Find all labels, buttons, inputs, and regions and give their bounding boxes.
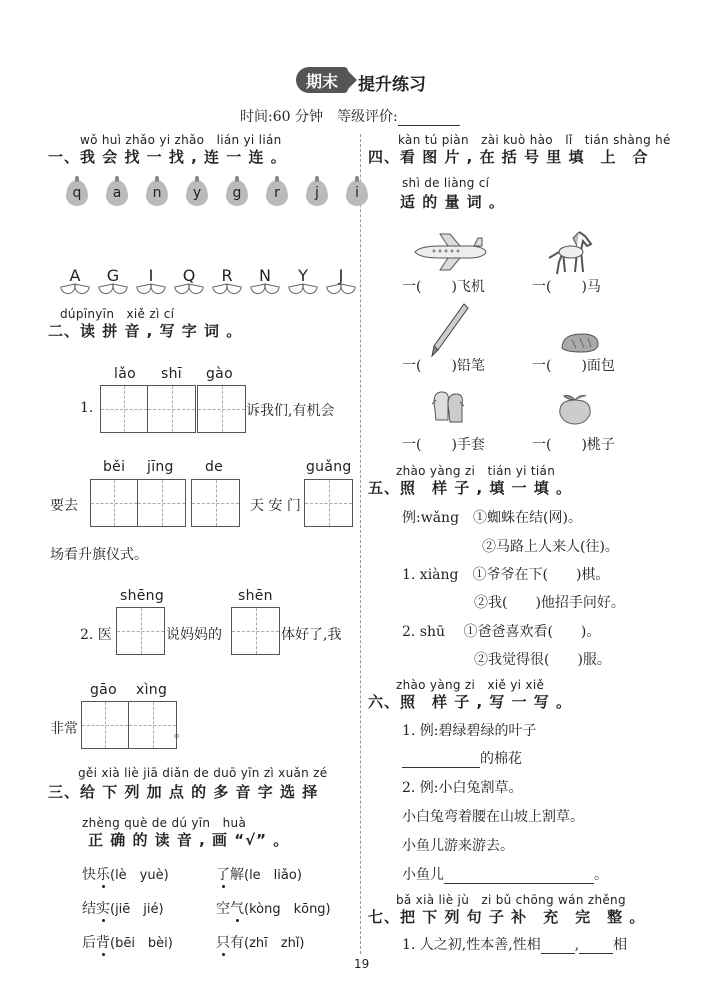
leaf-icon bbox=[289, 285, 317, 293]
s1-heading: 一、我 会 找 一 找 , 连 一 连 。 bbox=[48, 148, 287, 166]
seed-letter[interactable]: r bbox=[266, 180, 288, 206]
sentence-text: 非常 bbox=[50, 721, 78, 737]
pinyin-lao: lǎo bbox=[114, 366, 136, 382]
s7-heading: 七、把 下 列 句 子 补 充 完 整 。 bbox=[368, 908, 646, 926]
measure-word-blank[interactable]: 一( )飞机 bbox=[402, 279, 485, 295]
s4-pinyin2: shì de liàng cí bbox=[402, 176, 490, 190]
question-number: 1. bbox=[80, 400, 94, 416]
seed-letter[interactable]: y bbox=[186, 180, 208, 206]
seed-letter[interactable]: j bbox=[306, 180, 328, 206]
example-line: ②马路上人来人(往)。 bbox=[482, 539, 619, 555]
measure-word-blank[interactable]: 一( )马 bbox=[532, 279, 601, 295]
fill-line[interactable]: 1. xiàng ①爷爷在下( )棋。 bbox=[402, 567, 610, 583]
time-rating-line: 时间:60 分钟 等级评价: bbox=[240, 106, 460, 126]
polyphone-item[interactable]: 快乐(lè yuè) bbox=[82, 867, 169, 883]
seed-letter[interactable]: a bbox=[106, 180, 128, 206]
polyphone-item[interactable]: 空气(kòng kōng) bbox=[216, 901, 331, 917]
page-number: 19 bbox=[354, 957, 370, 971]
pinyin-gao: gào bbox=[206, 366, 233, 382]
leaf-icon bbox=[175, 285, 203, 293]
airplane-icon bbox=[410, 232, 490, 272]
writing-grid[interactable] bbox=[100, 385, 196, 433]
capital-letter[interactable]: R bbox=[221, 266, 233, 285]
seed-letter[interactable]: g bbox=[226, 180, 248, 206]
writing-grid[interactable] bbox=[231, 607, 280, 655]
section-badge: 期末 bbox=[296, 67, 348, 93]
s4-pinyin: kàn tú piàn zài kuò hào lǐ tián shàng hé bbox=[398, 133, 671, 147]
capital-letter[interactable]: A bbox=[69, 266, 81, 285]
peach-icon bbox=[556, 392, 594, 426]
capital-letter[interactable]: G bbox=[106, 266, 120, 285]
fill-line[interactable]: 的棉花 bbox=[402, 748, 522, 768]
polyphone-item[interactable]: 结实(jiē jié) bbox=[82, 901, 164, 917]
capital-letter[interactable]: Q bbox=[182, 266, 196, 285]
measure-word-blank[interactable]: 一( )手套 bbox=[402, 437, 485, 453]
leaf-icon bbox=[137, 285, 165, 293]
writing-grid[interactable] bbox=[197, 385, 246, 433]
s3-pinyin: gěi xià liè jiā diǎn de duō yīn zì xuǎn zé bbox=[78, 766, 328, 780]
leaf-icon bbox=[99, 285, 127, 293]
sentence-text: 说妈妈的 bbox=[166, 627, 222, 643]
s7-pinyin: bǎ xià liè jù zi bǔ chōng wán zhěng bbox=[396, 893, 626, 907]
writing-grid[interactable] bbox=[191, 479, 240, 527]
pinyin-de: de bbox=[205, 459, 224, 475]
fill-line[interactable]: ②我( )他招手问好。 bbox=[474, 595, 625, 611]
example-line: 小鱼儿游来游去。 bbox=[402, 838, 514, 854]
sentence-text: 天 安 门 bbox=[250, 498, 301, 514]
s6-heading: 六、照 样 子 , 写 一 写 。 bbox=[368, 693, 573, 711]
horse-icon bbox=[545, 228, 597, 276]
leaf-icon bbox=[251, 285, 279, 293]
measure-word-blank[interactable]: 一( )面包 bbox=[532, 358, 615, 374]
writing-grid[interactable] bbox=[304, 479, 353, 527]
fill-line[interactable]: 1. 人之初,性本善,性相 , 相 bbox=[402, 937, 628, 953]
page-title: 提升练习 bbox=[358, 75, 426, 95]
example-line: 例:wǎng ①蜘蛛在结(网)。 bbox=[402, 510, 582, 526]
example-line: 1. 例:碧绿碧绿的叶子 bbox=[402, 723, 537, 739]
s4-heading2: 适 的 量 词 。 bbox=[400, 193, 505, 211]
sentence-text: 。 bbox=[174, 725, 188, 741]
pinyin-shi: shī bbox=[161, 366, 182, 382]
pinyin-gao2: gāo bbox=[90, 682, 117, 698]
pinyin-jing: jīng bbox=[147, 459, 174, 475]
leaf-icon bbox=[213, 285, 241, 293]
sentence-text: 场看升旗仪式。 bbox=[50, 547, 148, 563]
pencil-icon bbox=[428, 300, 472, 360]
seed-letter[interactable]: n bbox=[146, 180, 168, 206]
pinyin-bei: běi bbox=[103, 459, 126, 475]
leaf-icon bbox=[61, 285, 89, 293]
s5-heading: 五、照 样 子 , 填 一 填 。 bbox=[368, 479, 573, 497]
s4-heading: 四、看 图 片 , 在 括 号 里 填 上 合 bbox=[368, 148, 649, 166]
sentence-text: 诉我们,有机会 bbox=[246, 403, 335, 419]
pinyin-xing: xìng bbox=[136, 682, 168, 698]
pinyin-guang: guǎng bbox=[306, 459, 352, 475]
s2-heading: 二、读 拼 音 , 写 字 词 。 bbox=[48, 322, 243, 340]
sentence-text: 体好了,我 bbox=[281, 627, 342, 643]
measure-word-blank[interactable]: 一( )桃子 bbox=[532, 437, 615, 453]
capital-letter[interactable]: N bbox=[259, 266, 271, 285]
s6-pinyin: zhào yàng zi xiě yi xiě bbox=[396, 678, 545, 692]
s1-pinyin: wǒ huì zhǎo yi zhǎo lián yi lián bbox=[80, 133, 282, 147]
leaf-icon bbox=[327, 285, 355, 293]
sentence-text: 要去 bbox=[50, 498, 78, 514]
mittens-icon bbox=[428, 388, 468, 428]
pinyin-shen: shēn bbox=[238, 588, 273, 604]
s2-pinyin: dúpīnyīn xiě zì cí bbox=[60, 307, 175, 321]
capital-letter[interactable]: I bbox=[148, 266, 154, 285]
example-line: 小白兔弯着腰在山坡上割草。 bbox=[402, 809, 584, 825]
seed-letter[interactable]: i bbox=[346, 180, 368, 206]
fill-line[interactable]: ②我觉得很( )服。 bbox=[474, 652, 611, 668]
fill-line[interactable]: 2. shū ①爸爸喜欢看( )。 bbox=[402, 624, 601, 640]
polyphone-item[interactable]: 了解(le liǎo) bbox=[216, 867, 302, 883]
writing-grid[interactable] bbox=[81, 701, 177, 749]
seed-letter[interactable]: q bbox=[66, 180, 88, 206]
writing-grid[interactable] bbox=[90, 479, 186, 527]
bread-icon bbox=[558, 330, 602, 356]
capital-letter[interactable]: J bbox=[338, 266, 344, 285]
polyphone-item[interactable]: 后背(bēi bèi) bbox=[82, 935, 173, 951]
fill-line[interactable]: 小鱼儿 。 bbox=[402, 867, 608, 883]
column-divider bbox=[360, 134, 361, 954]
capital-letter[interactable]: Y bbox=[298, 266, 308, 285]
s3-heading2: 正 确 的 读 音 , 画 “√” 。 bbox=[88, 831, 290, 849]
s3-heading: 三、给 下 列 加 点 的 多 音 字 选 择 bbox=[48, 783, 319, 801]
polyphone-item[interactable]: 只有(zhī zhǐ) bbox=[216, 935, 305, 951]
s5-pinyin: zhào yàng zi tián yi tián bbox=[396, 464, 556, 478]
example-line: 2. 例:小白兔割草。 bbox=[402, 780, 523, 796]
sentence-text: 2. 医 bbox=[80, 627, 112, 643]
s3-pinyin2: zhèng què de dú yīn huà bbox=[82, 816, 247, 830]
pinyin-sheng: shēng bbox=[120, 588, 165, 604]
writing-grid[interactable] bbox=[116, 607, 165, 655]
measure-word-blank[interactable]: 一( )铅笔 bbox=[402, 358, 485, 374]
